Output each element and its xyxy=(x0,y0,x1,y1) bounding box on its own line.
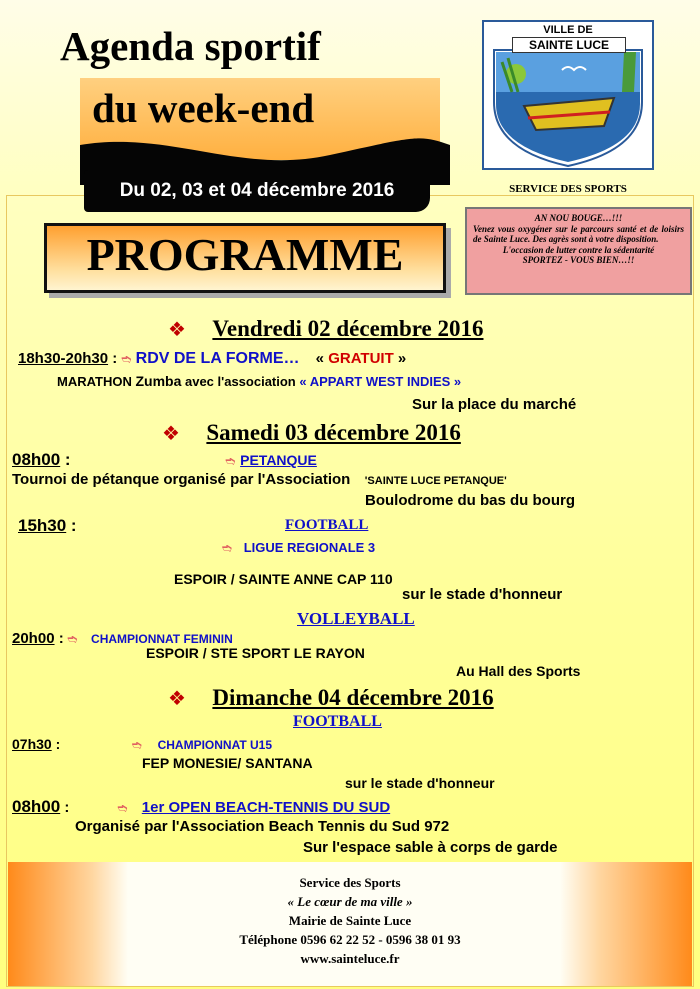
time-0800-sunday: 08h00 xyxy=(12,797,61,816)
championnat-u15: CHAMPIONNAT U15 xyxy=(157,738,273,752)
venue-stade-sunday: sur le stade d'honneur xyxy=(345,775,495,791)
time-0800: 08h00 xyxy=(12,450,61,469)
bouge-body: Venez vous oxygéner sur le parcours santé et de loisirs de Sainte Luce. Des agrès sont à votre disposition. xyxy=(473,223,684,245)
quote-open: « xyxy=(315,350,325,367)
diamond-icon: ❖ xyxy=(168,319,186,341)
match-espoir-ste-sport: ESPOIR / STE SPORT LE RAYON xyxy=(146,645,365,661)
football-label: FOOTBALL xyxy=(293,713,382,730)
friday-colon: : xyxy=(108,350,118,367)
bouge-line4: SPORTEZ - VOUS BIEN…!! xyxy=(522,255,635,266)
friday-time: 18h30-20h30 xyxy=(18,350,109,367)
friday-header-row xyxy=(168,316,483,342)
volleyball-label: VOLLEYBALL xyxy=(297,609,415,628)
marathon-text: MARATHON xyxy=(57,374,136,389)
page-title-line2: du week-end xyxy=(92,85,315,131)
arrow-icon: ➬ xyxy=(117,801,128,815)
logo-top-text: VILLE DE xyxy=(543,24,593,36)
arrow-icon: ➬ xyxy=(121,352,132,366)
arrow-icon: ➬ xyxy=(67,632,78,646)
venue-espace-sable: Sur l'espace sable à corps de garde xyxy=(303,839,558,856)
tournoi-text: Tournoi de pétanque organisé par l'Association xyxy=(12,471,351,488)
time-2000: 20h00 xyxy=(12,630,55,647)
championnat-feminin: CHAMPIONNAT FEMININ xyxy=(91,632,233,646)
beach-tennis-label: 1er OPEN BEACH-TENNIS DU SUD xyxy=(141,799,391,816)
friday-place: Sur la place du marché xyxy=(412,396,577,413)
sunday-header: Dimanche 04 décembre 2016 xyxy=(212,685,494,710)
sunday-0800-row xyxy=(12,797,390,817)
logo-name-text: SAINTE LUCE xyxy=(512,37,626,53)
an-nou-bouge-box xyxy=(465,207,692,295)
saturday-petanque-row xyxy=(12,450,317,470)
quote-close: » xyxy=(397,350,407,367)
petanque-label: PETANQUE xyxy=(240,452,317,468)
bouge-title: AN NOU BOUGE…!!! xyxy=(534,213,623,223)
friday-rdv-row xyxy=(18,350,406,368)
appart-west-indies: « APPART WEST INDIES » xyxy=(299,374,462,389)
footer-website[interactable]: www.sainteluce.fr xyxy=(300,951,400,966)
saturday-header-row xyxy=(162,420,461,446)
tournoi-row xyxy=(12,471,507,489)
beach-tennis-organiser: Organisé par l'Association Beach Tennis du Sud 972 xyxy=(75,818,450,835)
diamond-icon: ❖ xyxy=(168,688,186,710)
dates-banner xyxy=(84,170,430,212)
gratuit-label: GRATUIT xyxy=(328,350,394,367)
diamond-icon: ❖ xyxy=(162,423,180,445)
colon: : xyxy=(66,516,77,535)
venue-stade: sur le stade d'honneur xyxy=(402,586,563,603)
saturday-1530-row xyxy=(18,516,77,536)
footer-service: Service des Sports xyxy=(299,875,401,890)
rdv-forme: RDV DE LA FORME… xyxy=(135,350,300,367)
colon: : xyxy=(51,736,61,752)
colon: : xyxy=(60,450,71,469)
service-des-sports-label: SERVICE DES SPORTS xyxy=(509,183,627,195)
ligue-label: LIGUE REGIONALE 3 xyxy=(243,540,376,555)
arrow-icon: ➬ xyxy=(225,454,236,468)
saturday-header: Samedi 03 décembre 2016 xyxy=(206,420,461,445)
sunday-header-row xyxy=(168,685,494,711)
colon: : xyxy=(54,630,64,647)
match-espoir-sainte-anne: ESPOIR / SAINTE ANNE CAP 110 xyxy=(174,571,393,587)
arrow-icon: ➬ xyxy=(222,541,233,555)
friday-header: Vendredi 02 décembre 2016 xyxy=(212,316,484,341)
footer-mairie: Mairie de Sainte Luce xyxy=(288,913,412,928)
tournoi-assoc: 'SAINTE LUCE PETANQUE' xyxy=(364,475,507,487)
sunday-0730-row xyxy=(12,736,272,752)
page-title-line1: Agenda sportif xyxy=(60,23,321,69)
friday-marathon-row xyxy=(57,373,461,389)
footer-phone: Téléphone 0596 62 22 52 - 0596 38 01 93 xyxy=(239,932,461,947)
venue-hall: Au Hall des Sports xyxy=(456,663,581,679)
zumba-text: Zumba xyxy=(135,373,182,389)
footer-slogan: « Le cœur de ma ville » xyxy=(287,894,413,909)
ligue-row xyxy=(222,540,375,555)
bouge-line3: L'occasion de lutter contre la sédentarité xyxy=(502,244,655,255)
match-fep-monesie: FEP MONESIE/ SANTANA xyxy=(142,755,313,771)
marathon-assoc-prefix: avec l'association xyxy=(181,374,300,389)
dates-text: Du 02, 03 et 04 décembre 2016 xyxy=(119,180,395,201)
town-logo xyxy=(482,20,654,170)
arrow-icon: ➬ xyxy=(131,738,142,752)
colon: : xyxy=(60,799,70,816)
time-0730: 07h30 xyxy=(12,736,52,752)
football-label: FOOTBALL xyxy=(285,517,369,533)
time-1530: 15h30 xyxy=(18,516,67,535)
boulodrome-text: Boulodrome du bas du bourg xyxy=(365,492,575,509)
programme-label: PROGRAMME xyxy=(86,229,404,280)
